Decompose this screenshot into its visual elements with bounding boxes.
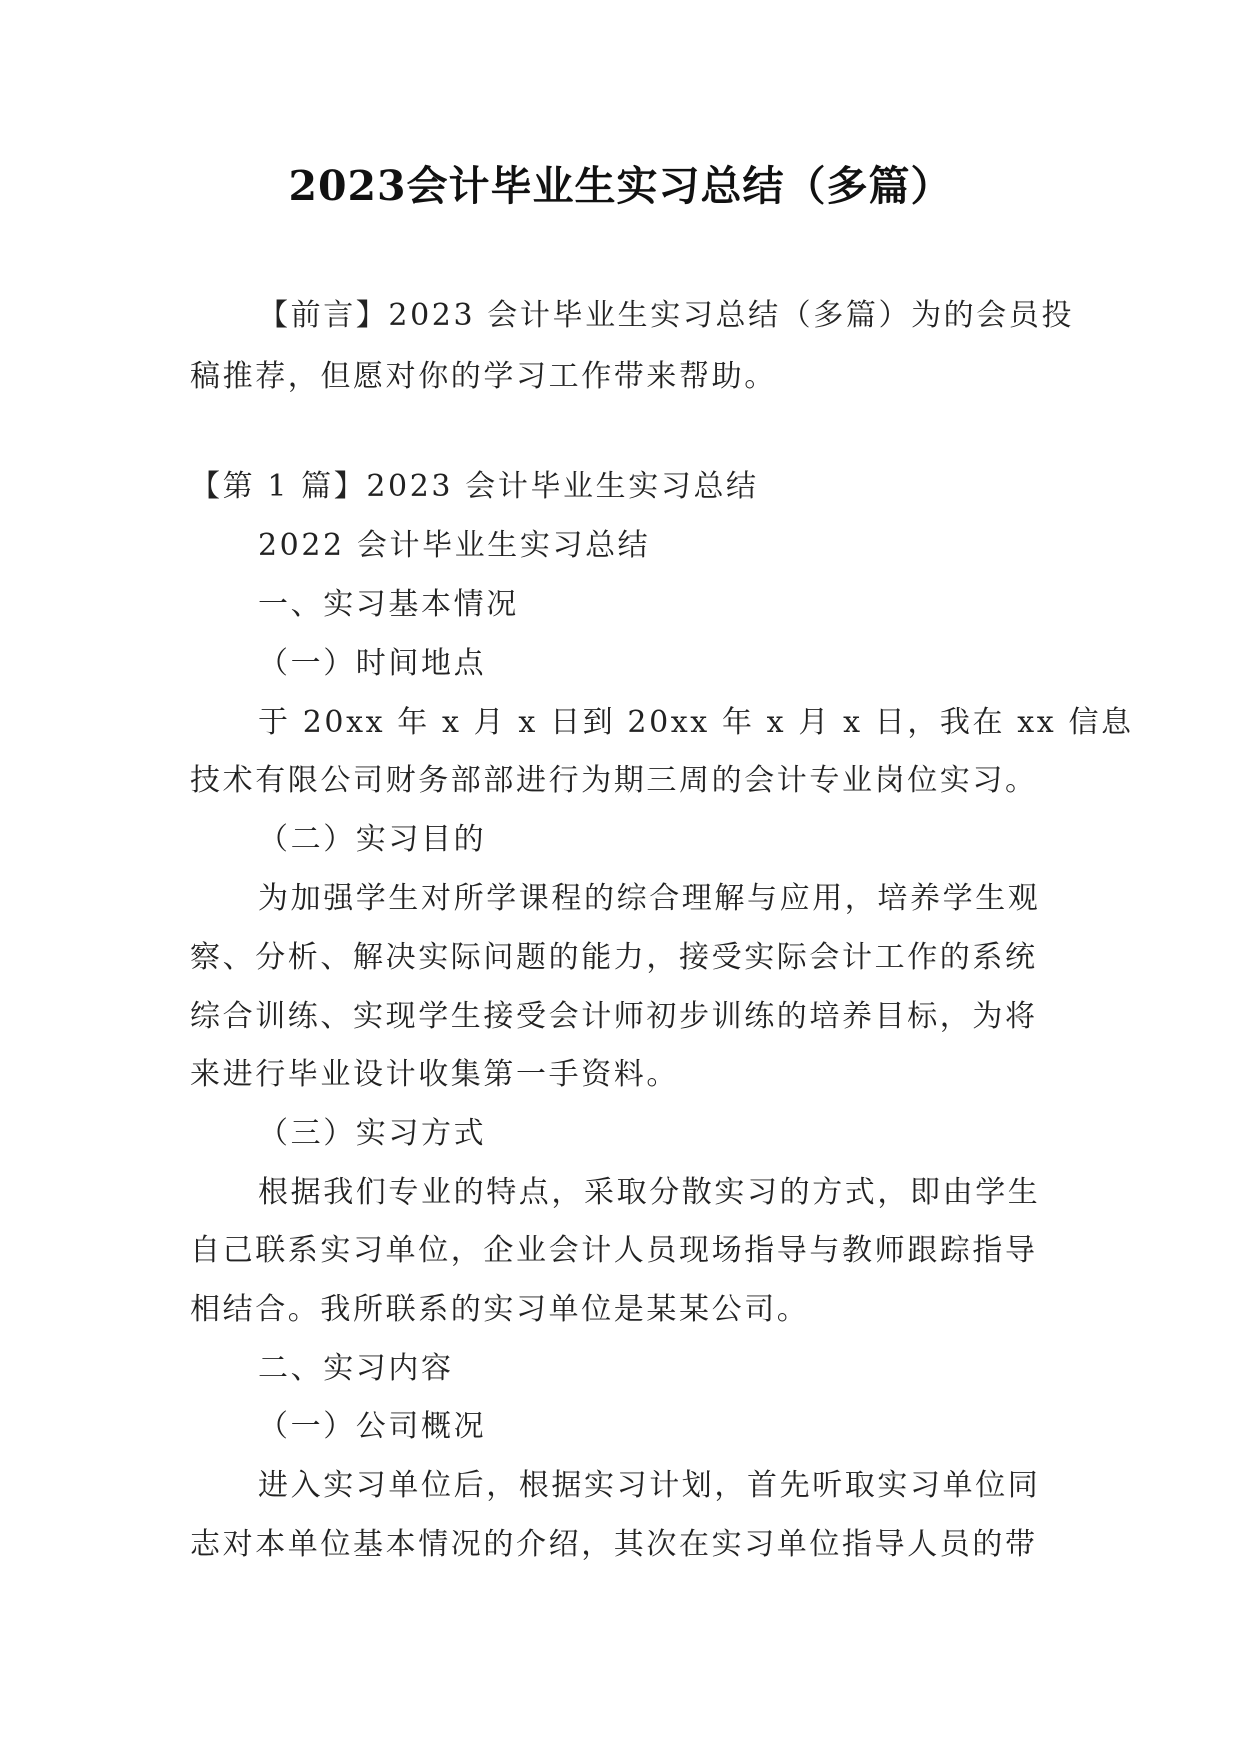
preface-line-2: 稿推荐，但愿对你的学习工作带来帮助。: [190, 359, 777, 394]
paragraph-line: 为加强学生对所学课程的综合理解与应用，培养学生观: [258, 881, 1041, 916]
subsection-heading-1-3: （三）实习方式: [258, 1116, 487, 1151]
paragraph-line: 技术有限公司财务部部进行为期三周的会计专业岗位实习。: [190, 763, 1038, 798]
section-heading-1: 一、实习基本情况: [258, 587, 519, 622]
section-heading-2: 二、实习内容: [258, 1351, 454, 1386]
document-title: 2023会计毕业生实习总结（多篇）: [288, 162, 953, 210]
paragraph-line: 来进行毕业设计收集第一手资料。: [190, 1057, 679, 1092]
subsection-heading-1-2: （二）实习目的: [258, 822, 487, 857]
preface-line-1: 【前言】2023 会计毕业生实习总结（多篇）为的会员投: [258, 298, 1075, 333]
paragraph-line: 察、分析、解决实际问题的能力，接受实际会计工作的系统: [190, 940, 1038, 975]
paragraph-line: 综合训练、实现学生接受会计师初步训练的培养目标，为将: [190, 999, 1038, 1034]
paragraph-line: 自己联系实习单位，企业会计人员现场指导与教师跟踪指导: [190, 1233, 1038, 1268]
subsection-heading-1-1: （一）时间地点: [258, 646, 487, 681]
paragraph-line: 相结合。我所联系的实习单位是某某公司。: [190, 1292, 810, 1327]
paragraph-line: 志对本单位基本情况的介绍，其次在实习单位指导人员的带: [190, 1527, 1038, 1562]
paragraph-line: 根据我们专业的特点，采取分散实习的方式，即由学生: [258, 1175, 1041, 1210]
paragraph-line: 于 20xx 年 x 月 x 日到 20xx 年 x 月 x 日，我在 xx 信息: [258, 705, 1134, 740]
paragraph-line: 进入实习单位后，根据实习计划，首先听取实习单位同: [258, 1468, 1041, 1503]
subsection-heading-2-1: （一）公司概况: [258, 1409, 487, 1444]
subtitle-line: 2022 会计毕业生实习总结: [258, 528, 651, 563]
chapter-heading: 【第 1 篇】2023 会计毕业生实习总结: [190, 469, 759, 504]
